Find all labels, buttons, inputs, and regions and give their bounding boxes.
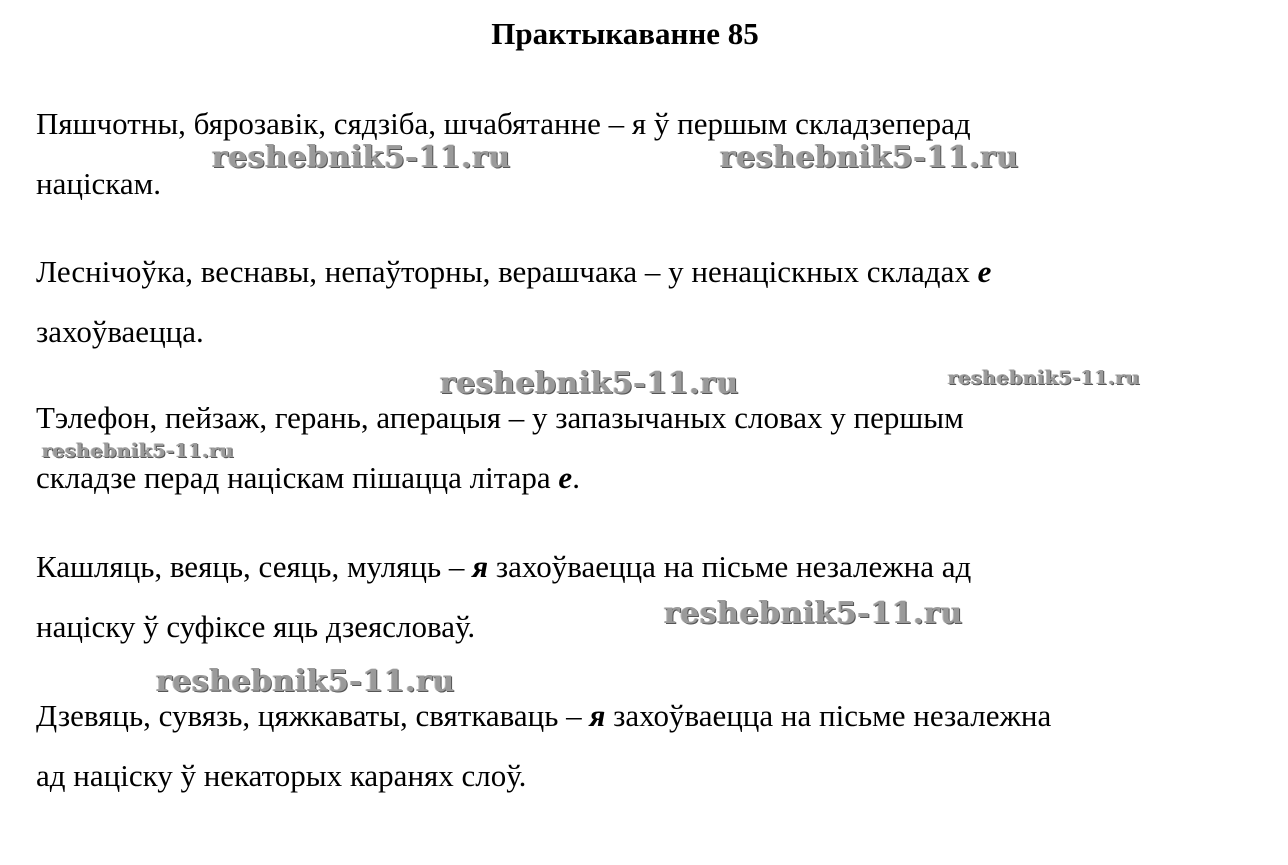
paragraph-4 [36,537,1246,657]
paragraph-1 [36,94,1246,214]
page-title: Практыкаванне 85 [491,16,759,51]
watermark: reshebnik5-11.ru [948,367,1141,389]
paragraph-2-line-1: Леснічоўка, веснавы, непаўторны, верашчака – у ненаціскных складах [36,254,978,289]
paragraph-5-line-2: ад націску ў некаторых каранях слоў. [36,758,527,793]
paragraph-3-line-1: Тэлефон, пейзаж, герань, аперацыя – у запазычаных словах у першым [36,400,964,435]
watermark: reshebnik5-11.ru [720,140,1019,175]
paragraph-3-line-2-end: . [572,460,580,495]
paragraph-5-line-1: Дзевяць, сувязь, цяжкаваты, святкаваць – [36,698,590,733]
paragraph-3-emphasis: е [558,460,573,495]
paragraph-2-emphasis: е [977,254,992,289]
paragraph-1-line-2: націскам. [36,166,162,201]
watermark: reshebnik5-11.ru [440,366,739,401]
paragraph-2 [36,242,1246,362]
paragraph-4-emphasis: я [472,549,489,584]
watermark: reshebnik5-11.ru [212,140,511,175]
paragraph-2-line-2: захоўваецца. [36,314,204,349]
watermark: reshebnik5-11.ru [664,596,963,631]
paragraph-5-line-1-end: захоўваецца на пісьме незалежна [605,698,1052,733]
watermark: reshebnik5-11.ru [156,664,455,699]
paragraph-1-line-1: Пяшчотны, бярозавік, сядзіба, шчабятанне – я ў першым складзеперад [36,106,971,141]
paragraph-5 [36,686,1246,806]
watermark: reshebnik5-11.ru [42,440,235,462]
paragraph-4-line-1: Кашляць, веяць, сеяць, муляць – [36,549,473,584]
paragraph-4-line-1-end: захоўваецца на пісьме незалежна ад [488,549,972,584]
paragraph-3-line-2: складзе перад націскам пішацца літара [36,460,559,495]
paragraph-3 [36,388,1246,508]
paragraph-4-line-2: націску ў суфіксе яць дзеясловаў. [36,609,476,644]
paragraph-5-emphasis: я [589,698,606,733]
